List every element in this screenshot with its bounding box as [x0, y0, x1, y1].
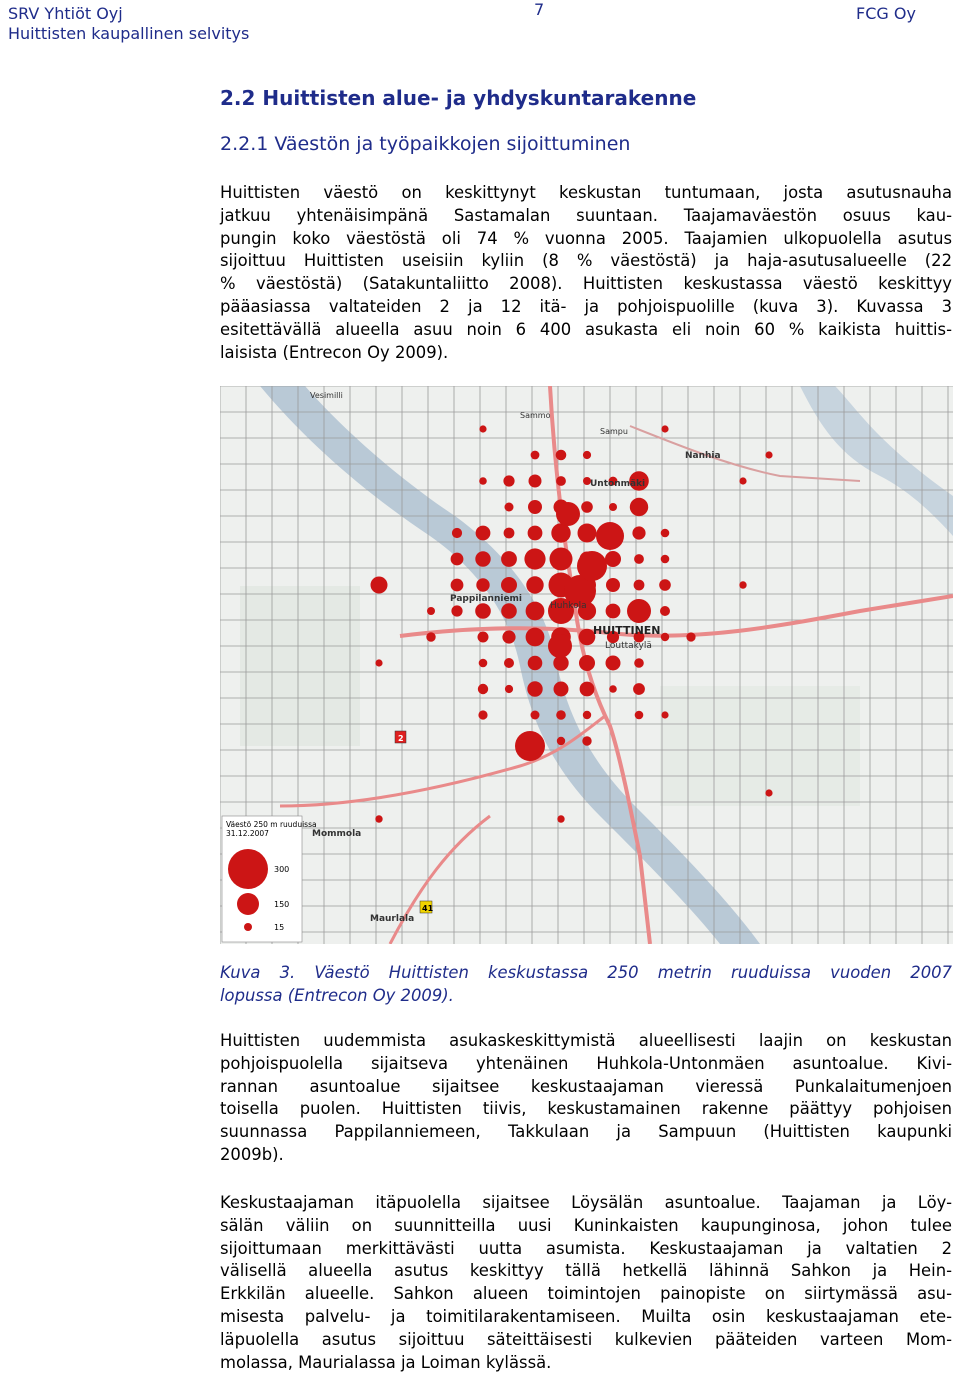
- map-label-sampu: Sampu: [600, 427, 628, 436]
- population-bubble: [556, 450, 567, 461]
- population-bubble: [479, 477, 487, 485]
- population-bubble: [531, 711, 540, 720]
- population-bubble: [504, 658, 514, 668]
- paragraph-line: laisista (Entrecon Oy 2009).: [220, 342, 449, 362]
- paragraph-line: misesta palvelu- ja toimitilarakentamiseen. Muilta osin keskustaajaman ete-: [220, 1306, 952, 1326]
- population-bubble: [503, 475, 514, 486]
- header-document-title: Huittisten kaupallinen selvitys: [8, 24, 250, 43]
- header-author: FCG Oy: [856, 4, 916, 23]
- population-bubble: [582, 736, 591, 745]
- population-bubble: [661, 555, 670, 564]
- population-bubble: [635, 711, 644, 720]
- population-bubble: [479, 659, 488, 668]
- paragraph-line: sijoittuu Huittisten useisiin kyliin (8 % väestöstä) ja haja-asutusalueelle (22: [220, 251, 952, 271]
- population-bubble: [606, 656, 621, 671]
- paragraph-1: [220, 182, 952, 364]
- population-bubble: [526, 628, 545, 647]
- population-bubble: [765, 789, 772, 796]
- population-bubble: [478, 632, 489, 643]
- population-bubble: [475, 603, 491, 619]
- map-label-huittinen: HUITTINEN: [593, 624, 661, 637]
- map-label-maurlala: Maurlala: [370, 914, 415, 924]
- map-label-sammo: Sammo: [520, 411, 551, 420]
- population-bubble: [556, 710, 566, 720]
- population-bubble: [556, 476, 566, 486]
- population-bubble: [551, 523, 570, 542]
- population-bubble: [478, 710, 487, 719]
- road-sign-2: 2: [398, 734, 404, 743]
- population-bubble: [580, 682, 595, 697]
- paragraph-line: pääasiassa valtateiden 2 ja 12 itä- ja pohjoispuolille (kuva 3). Kuvassa 3: [220, 296, 952, 316]
- population-bubble: [634, 554, 644, 564]
- paragraph-line: pungin koko väestöstä oli 74 % vuonna 2005. Taajamien ulkopuolella asutus: [220, 228, 952, 248]
- population-bubble: [578, 524, 597, 543]
- subsection-heading: 2.2.1 Väestön ja työpaikkojen sijoittuminen: [220, 133, 631, 155]
- population-bubble: [634, 580, 645, 591]
- population-bubble: [583, 711, 591, 719]
- legend-value-150: 150: [274, 900, 290, 909]
- population-bubble: [583, 451, 591, 459]
- population-bubble: [661, 425, 668, 432]
- population-bubble: [479, 425, 486, 432]
- population-bubble: [527, 681, 542, 696]
- map-label-untonmaki: Untonmäki: [590, 479, 646, 489]
- population-bubble: [528, 526, 543, 541]
- population-bubble: [609, 685, 617, 693]
- page-number: 7: [534, 0, 545, 19]
- population-bubble: [476, 526, 491, 541]
- population-bubble: [606, 578, 620, 592]
- population-bubble: [375, 815, 382, 822]
- paragraph-line: välisellä alueella asutus keskittyy tällä hetkellä lähinnä Sahkon ja Hein-: [220, 1261, 952, 1281]
- population-bubble: [596, 522, 624, 550]
- paragraph-line: Huittisten uudemmista asukaskeskittymistä alueellisesti laajin on keskustan: [220, 1031, 952, 1050]
- population-bubble: [515, 731, 545, 761]
- population-bubble: [548, 634, 572, 658]
- population-bubble: [375, 659, 382, 666]
- population-bubble: [526, 576, 543, 593]
- population-bubble: [475, 551, 490, 566]
- population-bubble: [528, 656, 543, 671]
- paragraph-line: sälän väliin on suunnitteilla uusi Kuninkaisten kaupunginosa, johon tulee: [220, 1215, 952, 1235]
- population-bubble: [478, 684, 488, 694]
- population-bubble: [765, 451, 772, 458]
- population-bubble: [451, 553, 464, 566]
- map-label-mommola: Mommola: [312, 829, 362, 839]
- population-bubble: [427, 607, 435, 615]
- map-label-pappilanniemi: Pappilanniemi: [450, 594, 523, 604]
- population-bubble: [579, 655, 595, 671]
- population-bubble: [557, 737, 565, 745]
- population-bubble: [609, 503, 617, 511]
- population-bubble: [634, 658, 644, 668]
- population-bubble: [554, 682, 569, 697]
- map-label-huhkola: Huhkola: [550, 601, 587, 611]
- paragraph-line: esitettävällä alueella asuu noin 6 400 asukasta eli noin 60 % kaikista huittis-: [220, 319, 952, 339]
- population-bubble: [686, 632, 695, 641]
- map-label-vesimilli: Vesimilli: [310, 391, 343, 400]
- population-map: [220, 386, 953, 944]
- road-sign-41: 41: [422, 904, 434, 913]
- population-bubble: [605, 551, 621, 567]
- population-bubble: [371, 577, 388, 594]
- population-bubble: [630, 498, 648, 516]
- population-bubble: [659, 579, 671, 591]
- population-bubble: [504, 528, 515, 539]
- population-bubble: [501, 603, 517, 619]
- paragraph-line: Erkkilän alueelle. Sahkon alueen toimintojen painopiste on siirtymässä asu-: [220, 1284, 952, 1304]
- population-bubble: [739, 477, 746, 484]
- paragraph-line: läpuolella asutus sijoittuu säteittäisesti kulkevien pääteiden varteen Mom-: [220, 1329, 952, 1349]
- population-bubble: [452, 528, 462, 538]
- paragraph-line: Huittisten väestö on keskittynyt keskustan tuntumaan, josta asutusnauha: [220, 183, 952, 202]
- population-bubble: [501, 551, 517, 567]
- population-bubble: [476, 578, 489, 591]
- population-bubble: [550, 548, 573, 571]
- population-bubble: [529, 475, 542, 488]
- paragraph-line: sijoittumaan merkittävästi uutta asumista. Keskustaajaman ja valtatien 2: [220, 1238, 952, 1258]
- legend-title: Väestö 250 m ruuduissa: [226, 820, 317, 829]
- paragraph-2: [220, 1030, 952, 1167]
- legend-bubble-large: [228, 849, 268, 889]
- population-bubble: [426, 632, 435, 641]
- paragraph-line: toisella puolen. Huittisten tiivis, keskustamainen rakenne päättyy pohjoisen: [220, 1099, 952, 1119]
- population-bubble: [661, 711, 668, 718]
- legend-bubble-small: [244, 923, 252, 931]
- paragraph-3: [220, 1192, 952, 1374]
- map-label-nanhia: Nanhia: [685, 451, 721, 461]
- legend-bubble-medium: [237, 893, 259, 915]
- legend-date: 31.12.2007: [226, 829, 269, 838]
- paragraph-line: Keskustaajaman itäpuolella sijaitsee Löysälän asuntoalue. Taajaman ja Löy-: [220, 1193, 952, 1212]
- paragraph-line: molassa, Maurialassa ja Loiman kylässä.: [220, 1352, 552, 1372]
- population-bubble: [632, 526, 645, 539]
- population-bubble: [660, 606, 670, 616]
- paragraph-line: 2009b).: [220, 1144, 284, 1164]
- paragraph-line: jatkuu yhtenäisimpänä Sastamalan suuntaan. Taajamaväestön osuus kau-: [220, 205, 952, 225]
- population-bubble: [526, 602, 545, 621]
- population-bubble: [627, 599, 651, 623]
- section-heading: 2.2 Huittisten alue- ja yhdyskuntarakenne: [220, 86, 697, 110]
- population-bubble: [524, 548, 545, 569]
- population-bubble: [501, 577, 517, 593]
- population-bubble: [581, 501, 593, 513]
- legend-value-300: 300: [274, 865, 290, 874]
- population-bubble: [739, 581, 746, 588]
- map-graphic: [220, 386, 953, 944]
- population-bubble: [557, 815, 564, 822]
- population-bubble: [633, 683, 645, 695]
- header-company: SRV Yhtiöt Oyj: [8, 4, 123, 23]
- population-bubble: [528, 500, 542, 514]
- population-bubble: [451, 579, 464, 592]
- population-bubble: [661, 529, 670, 538]
- population-bubble: [606, 604, 621, 619]
- caption-line: Kuva 3. Väestö Huittisten keskustassa 250 metrin ruuduissa vuoden 2007: [220, 963, 952, 982]
- paragraph-line: % väestöstä) (Satakuntaliitto 2008). Huittisten keskustassa väestö keskittyy: [220, 274, 952, 294]
- figure-caption: [220, 962, 952, 1008]
- population-bubble: [661, 633, 669, 641]
- paragraph-line: suunnassa Pappilanniemeen, Takkulaan ja Sampuun (Huittisten kaupunki: [220, 1122, 952, 1142]
- population-bubble: [502, 630, 515, 643]
- population-bubble: [577, 551, 607, 581]
- legend-value-15: 15: [274, 923, 285, 932]
- paragraph-line: rannan asuntoalue sijaitsee keskustaajaman vieressä Punkalaitumenjoen: [220, 1076, 952, 1096]
- map-label-louttakyla: Louttakylä: [605, 641, 652, 651]
- population-bubble: [505, 685, 513, 693]
- population-bubble: [505, 503, 514, 512]
- population-bubble: [531, 451, 540, 460]
- paragraph-line: pohjoispuolella sijaitseva yhtenäinen Huhkola-Untonmäen asuntoalue. Kivi-: [220, 1053, 952, 1073]
- population-bubble: [451, 605, 462, 616]
- caption-line: lopussa (Entrecon Oy 2009).: [220, 985, 454, 1005]
- population-bubble: [556, 502, 580, 526]
